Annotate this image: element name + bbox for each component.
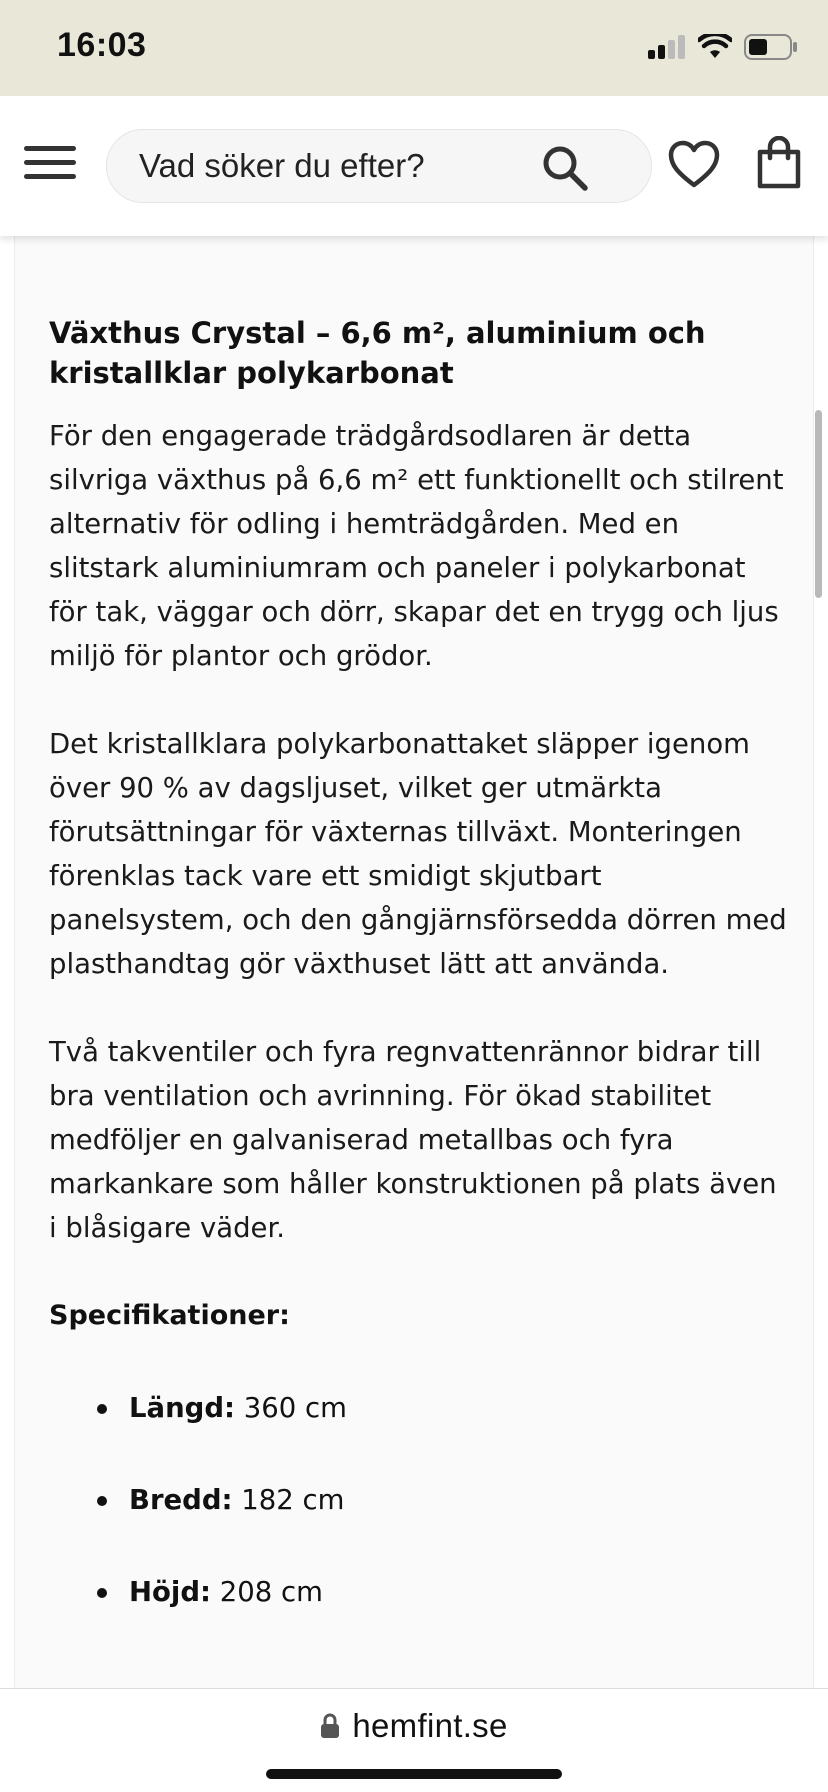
wifi-icon: [698, 34, 732, 60]
status-icons: [648, 34, 798, 60]
product-title: Växthus Crystal – 6,6 m², aluminium och kristallklar polykarbonat: [49, 316, 706, 390]
spec-value: 182 cm: [241, 1484, 345, 1516]
home-indicator[interactable]: [266, 1769, 562, 1779]
heart-icon[interactable]: [668, 140, 720, 190]
url-display[interactable]: [0, 1707, 828, 1745]
spec-item-width: [49, 1478, 789, 1522]
description-paragraph: Det kristallklara polykarbonattaket släpper igenom över 90 % av dagsljuset, vilket ger utmärkta förutsättningar för växternas tillväxt. Monteringen förenklas tack vare ett smidigt skjutbart panelsystem, och den gångjärnsförsedda dörren med plasthandtag gör växthuset lätt att använda.: [49, 728, 787, 980]
status-bar: [0, 0, 828, 96]
spec-list: [49, 1386, 789, 1614]
spec-value: 360 cm: [243, 1392, 347, 1424]
spec-label: Bredd:: [129, 1484, 233, 1516]
menu-button[interactable]: [24, 146, 76, 186]
shopping-bag-icon[interactable]: [756, 136, 802, 190]
spec-item-length: [49, 1386, 789, 1430]
status-time: 16:03: [57, 26, 147, 64]
search-bar[interactable]: [106, 129, 652, 203]
spec-heading: Specifikationer:: [49, 1300, 290, 1331]
lock-icon: [320, 1713, 340, 1739]
description-paragraph: För den engagerade trädgårdsodlaren är detta silvriga växthus på 6,6 m² ett funktionellt och stilrent alternativ för odling i hemträdgården. Med en slitstark aluminiumram och paneler i polykarbonat för tak, väggar och dörr, skapar det en trygg och ljus miljö för plantor och grödor.: [49, 420, 784, 672]
spec-label: Höjd:: [129, 1576, 212, 1608]
scrollbar-thumb[interactable]: [815, 410, 822, 598]
battery-icon: [744, 34, 798, 60]
browser-address-bar[interactable]: [0, 1688, 828, 1792]
spec-item-height: [49, 1570, 789, 1614]
search-icon[interactable]: [541, 144, 589, 192]
search-input[interactable]: [139, 130, 539, 202]
product-description: [49, 313, 789, 1662]
menu-icon: [24, 146, 76, 151]
spec-value: 208 cm: [219, 1576, 323, 1608]
cellular-signal-icon: [648, 35, 686, 59]
spec-label: Längd:: [129, 1392, 236, 1424]
product-description-card: [14, 200, 814, 1688]
url-text: hemfint.se: [352, 1707, 508, 1744]
site-header: [0, 96, 828, 236]
description-paragraph: Två takventiler och fyra regnvattenrännor bidrar till bra ventilation och avrinning. För ökad stabilitet medföljer en galvaniserad metallbas och fyra markankare som håller konstruktionen på plats även i blåsigare väder.: [49, 1036, 777, 1244]
